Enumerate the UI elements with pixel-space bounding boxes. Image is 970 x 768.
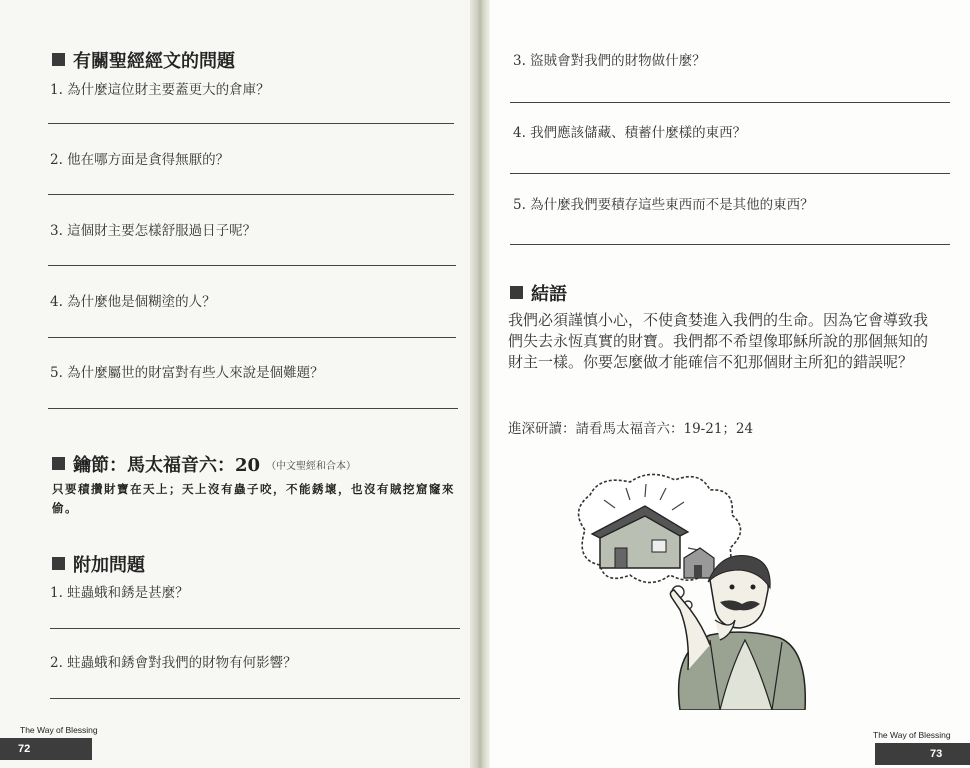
answer-line[interactable] [50,698,460,699]
memory-verse-heading: 鑰節：馬太福音六：20 （中文聖經和合本） [52,451,356,477]
book-title-footer-right: The Way of Blessing [873,730,951,740]
question-3: 3. 這個財主要怎樣舒服過日子呢？ [50,223,257,239]
version-note: （中文聖經和合本） [266,461,357,472]
question-4: 4. 為什麼他是個糊塗的人？ [50,294,216,310]
further-reading: 進深研讀：請看馬太福音六：19-21；24 [508,421,754,437]
left-page [0,0,478,768]
memory-verse-text: 只要積攢財寶在天上；天上沒有蟲子咬，不能銹壞，也沒有賊挖窟窿來偷。 [52,482,455,515]
square-bullet-icon [52,53,65,66]
book-spine [470,0,490,768]
page-number-72: 72 [0,738,92,760]
square-bullet-icon [510,286,523,299]
square-bullet-icon [52,457,65,470]
answer-line[interactable] [48,265,456,266]
answer-line[interactable] [48,408,458,409]
answer-line[interactable] [510,173,950,174]
section-heading-extra-questions: 附加問題 [52,551,145,577]
book-title-footer: The Way of Blessing [20,725,98,735]
section-heading-bible-questions: 有關聖經經文的問題 [52,47,235,73]
question-3-thieves: 3. 盜賊會對我們的財物做什麼？ [513,53,706,69]
conclusion-heading: 結語 [510,280,567,306]
extra-question-1: 1. 蛀蟲蛾和銹是甚麼？ [50,585,189,601]
answer-line[interactable] [48,123,454,124]
answer-line[interactable] [48,194,454,195]
illustration-man-dreaming-house-icon [560,470,810,710]
extra-question-2: 2. 蛀蟲蛾和銹會對我們的財物有何影響？ [50,655,297,671]
conclusion-text: 我們必須謹慎小心，不使貪婪進入我們的生命。因為它會導致我們失去永恆真實的財寶。我們都不希望像耶穌所說的那個無知的財主一樣。你要怎麼做才能確信不犯那個財主所犯的錯誤呢？ [508,311,929,371]
square-bullet-icon [52,557,65,570]
answer-line[interactable] [48,337,456,338]
page-number-73: 73 [875,743,970,765]
answer-line[interactable] [510,244,950,245]
answer-line[interactable] [510,102,950,103]
question-5-why-store: 5. 為什麼我們要積存這些東西而不是其他的東西？ [513,197,814,213]
question-2: 2. 他在哪方面是貪得無厭的？ [50,152,230,168]
question-5: 5. 為什麼屬世的財富對有些人來說是個難題？ [50,365,324,381]
answer-line[interactable] [50,628,460,629]
question-1: 1. 為什麼這位財主要蓋更大的倉庫？ [50,82,270,98]
question-4-store: 4. 我們應該儲藏、積蓄什麼樣的東西？ [513,125,747,141]
